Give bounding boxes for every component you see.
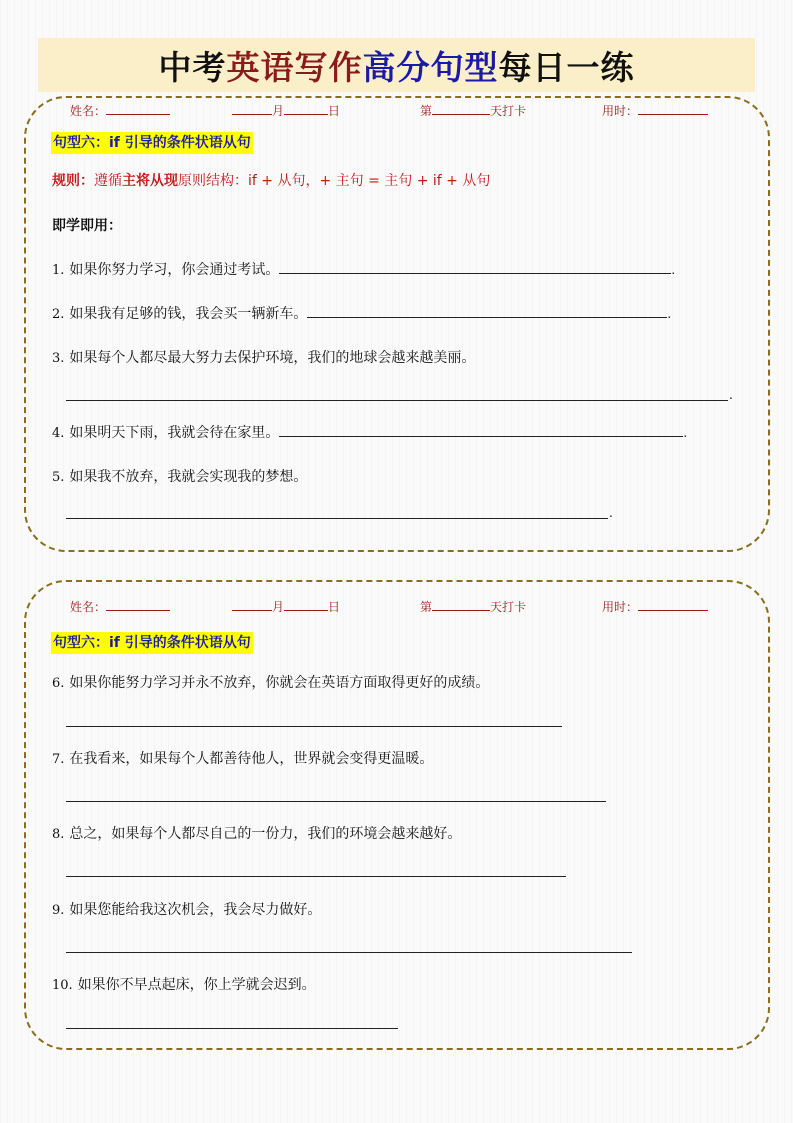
period: . [683,426,688,440]
title-part-4: 每日一练 [498,47,635,87]
question-4 [52,422,687,442]
question-number: 4. [52,426,65,441]
question-text: 如果我不放弃，我就会实现我的梦想。 [69,469,308,485]
name-field[interactable] [70,102,170,119]
rule-structure: 原则结构：if + 从句，+ 主句 = 主句 + if + 从句 [178,173,491,189]
question-text: 在我看来，如果每个人都善待他人，世界就会变得更温暖。 [69,751,434,767]
answer-line[interactable] [66,952,632,953]
question-9 [52,899,321,919]
period: . [729,388,733,402]
question-1 [52,259,675,279]
practice-label: 即学即用： [52,218,122,234]
question-text: 如果我有足够的钱，我会买一辆新车。 [69,306,308,322]
period: . [609,506,613,520]
question-text: 如果明天下雨，我就会待在家里。 [69,425,280,441]
worksheet-card-2 [24,580,770,1050]
day-label: 日 [328,600,341,614]
time-label: 用时： [602,600,639,614]
question-number: 8. [52,827,65,842]
rule-pre: 遵循 [94,173,122,189]
rule-label: 规则： [52,173,94,189]
question-2 [52,303,671,323]
question-text: 如果你不早点起床，你上学就会迟到。 [77,977,316,993]
rule-bold: 主将从现 [122,173,178,189]
time-field[interactable] [602,102,708,119]
answer-line[interactable] [66,1028,398,1029]
checkin-field[interactable] [420,102,526,119]
info-row [70,102,738,122]
page-title [38,38,755,92]
rule-text [52,170,490,190]
info-row [70,598,738,618]
question-number: 6. [52,676,65,691]
answer-line[interactable] [66,801,606,802]
question-text: 如果您能给我这次机会，我会尽力做好。 [69,902,322,918]
title-part-3: 高分句型 [362,47,499,87]
question-5 [52,466,307,486]
answer-line[interactable] [279,261,671,274]
question-number: 5. [52,470,65,485]
question-6 [52,672,489,692]
date-field[interactable] [232,102,340,119]
date-field[interactable] [232,598,340,615]
worksheet-card-1 [24,96,770,552]
di-label: 第 [420,104,433,118]
answer-line[interactable] [307,305,667,318]
name-field[interactable] [70,598,170,615]
question-number: 7. [52,752,65,767]
question-10 [52,974,316,994]
month-label: 月 [272,104,285,118]
time-field[interactable] [602,598,708,615]
title-part-2: 英语写作 [226,47,363,87]
question-number: 3. [52,351,65,366]
sentence-type-heading: 句型六：if 引导的条件状语从句 [51,632,253,654]
answer-line[interactable] [66,518,608,519]
checkin-field[interactable] [420,598,526,615]
question-text: 如果每个人都尽最大努力去保护环境，我们的地球会越来越美丽。 [69,350,476,366]
answer-line[interactable] [66,400,728,401]
question-7 [52,748,433,768]
checkin-label: 天打卡 [490,600,527,614]
period: . [667,307,672,321]
question-3 [52,347,475,367]
question-8 [52,823,461,843]
question-text: 总之，如果每个人都尽自己的一份力，我们的环境会越来越好。 [69,826,462,842]
checkin-label: 天打卡 [490,104,527,118]
sentence-type-heading: 句型六：if 引导的条件状语从句 [51,132,253,154]
question-text: 如果你努力学习，你会通过考试。 [69,262,280,278]
question-number: 10. [52,978,73,993]
question-number: 9. [52,903,65,918]
name-label: 姓名： [70,104,107,118]
question-number: 1. [52,263,65,278]
time-label: 用时： [602,104,639,118]
answer-line[interactable] [279,424,683,437]
answer-line[interactable] [66,726,562,727]
answer-line[interactable] [66,876,566,877]
question-number: 2. [52,307,65,322]
di-label: 第 [420,600,433,614]
day-label: 日 [328,104,341,118]
question-text: 如果你能努力学习并永不放弃，你就会在英语方面取得更好的成绩。 [69,675,490,691]
name-label: 姓名： [70,600,107,614]
title-part-1: 中考 [158,47,227,87]
period: . [671,263,676,277]
month-label: 月 [272,600,285,614]
